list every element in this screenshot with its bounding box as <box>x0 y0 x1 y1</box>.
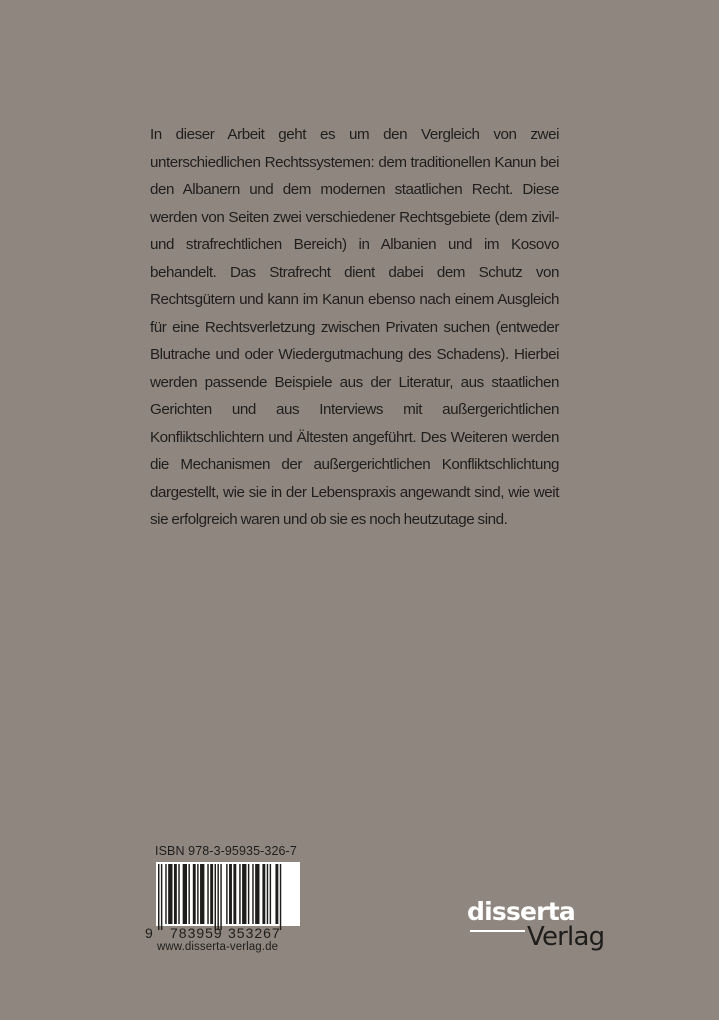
barcode-bar <box>161 864 162 930</box>
barcode-bar <box>188 864 189 924</box>
barcode-right-digits: 353267 <box>228 925 281 940</box>
barcode-bar <box>267 864 268 924</box>
barcode-bar <box>215 864 216 930</box>
barcode-bar <box>239 864 240 924</box>
isbn-label: ISBN 978-3-95935-326-7 <box>155 844 297 858</box>
publisher-website: www.disserta-verlag.de <box>157 941 279 953</box>
barcode-bar <box>158 864 159 930</box>
barcode-left-digits: 783959 <box>170 925 223 940</box>
barcode-bar <box>252 864 253 924</box>
barcode-bar <box>220 864 221 930</box>
logo-rule <box>470 930 525 932</box>
barcode-bar <box>248 864 249 924</box>
barcode-first-digit: 9 <box>145 925 153 940</box>
logo-subword: Verlag <box>527 922 605 952</box>
barcode-bar <box>270 864 271 924</box>
barcode-bar <box>262 864 265 924</box>
barcode-bar <box>193 864 196 924</box>
barcode-bar <box>255 864 259 924</box>
barcode-bar <box>233 864 236 924</box>
barcode-bar <box>217 864 218 930</box>
barcode-background <box>156 862 300 926</box>
barcode-bar <box>280 864 281 930</box>
barcode <box>140 862 300 940</box>
barcode-bar <box>183 864 187 924</box>
barcode-bar <box>242 864 246 924</box>
barcode-bar <box>200 864 204 924</box>
logo-word: disserta <box>467 897 575 926</box>
disserta-verlag-logo <box>467 898 607 968</box>
back-cover-blurb: In dieser Arbeit geht es um den Vergleich von zwei unterschiedlichen Rechtssystemen: dem traditionellen Kanun bei den Albanern und dem modernen staatlichen Recht. Diese werden von Seiten zwei verschiedener Rechtsgebiete (dem zivil- und strafrechtlichen Bereich) in Albanien und im Kosovo behandelt. Das Strafrecht dient dabei dem Schutz von Rechtsgütern und kann im Kanun ebenso nach einem Ausgleich für eine Rechtsverletzung zwischen Privaten suchen (entweder Blutrache und oder Wiedergutmachung des Schadens). Hierbei werden passende Beispiele aus der Literatur, aus staatlichen Gerichten und aus Interviews mit außergerichtlichen Konfliktschlichtern und Ältesten angeführt. Des Weiteren werden die Mechanismen der außergerichtlichen Konfliktschlichtung dargestellt, wie sie in der Lebenspraxis angewandt sind, wie weit sie erfolgreich waren und ob sie es noch heutzutage sind. <box>150 126 559 528</box>
barcode-bar <box>275 864 278 924</box>
barcode-bar <box>197 864 198 924</box>
barcode-bar <box>210 864 213 924</box>
barcode-bar <box>226 864 227 924</box>
barcode-bar <box>174 864 177 924</box>
barcode-bar <box>229 864 232 924</box>
barcode-bar <box>165 864 166 924</box>
barcode-bar <box>178 864 179 924</box>
barcode-bar <box>168 864 172 924</box>
barcode-bar <box>207 864 208 924</box>
